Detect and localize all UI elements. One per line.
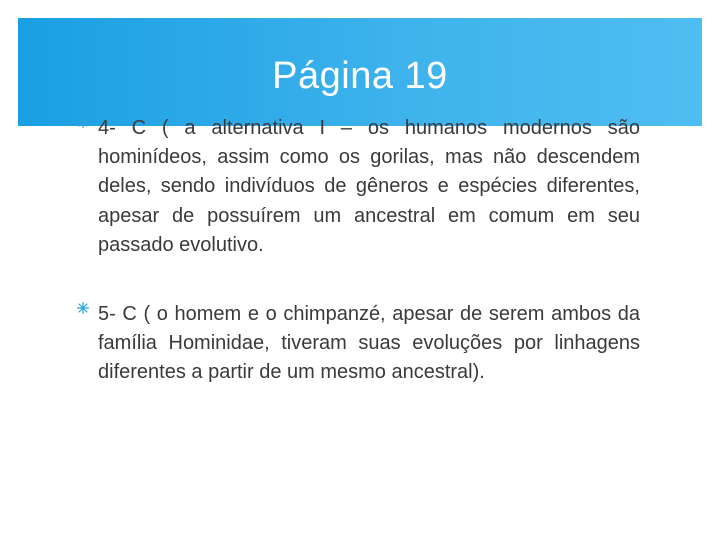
bullet-item [76,300,640,388]
bullet-list [76,114,640,428]
star-bullet-icon [76,115,90,129]
bullet-text: 4- C ( a alternativa I – os humanos modernos são hominídeos, assim como os gorilas, mas não descendem deles, sendo indivíduos de gêneros e espécies diferentes, apesar de possuírem um ancestral em comum em seu passado evolutivo. [98,117,640,256]
slide-title: Página 19 [272,55,448,97]
bullet-item [76,114,640,260]
star-bullet-icon [76,301,90,315]
bullet-text: 5- C ( o homem e o chimpanzé, apesar de serem ambos da família Hominidae, tiveram suas evoluções por linhagens diferentes a partir de um mesmo ancestral). [98,303,640,384]
